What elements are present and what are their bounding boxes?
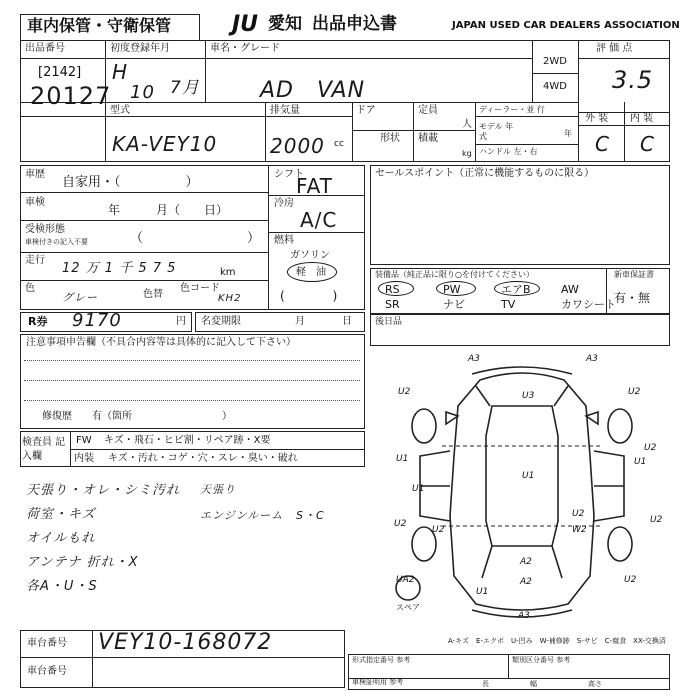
note-line: 天張り・オレ・シミ汚れ (26, 483, 181, 498)
airb-circle (494, 281, 540, 296)
4wd-label: 4WD (543, 81, 567, 92)
mark-a3-right: A3 (586, 354, 598, 364)
person-label: 人 (462, 119, 472, 130)
model-label: 型式 (110, 105, 130, 116)
interior-label: 内 装 (630, 113, 654, 124)
mark-u2-br: U2 (650, 515, 663, 525)
recycle-value: 9170 (72, 310, 122, 331)
damage-diagram (372, 346, 670, 626)
damage-legend: A-キズ E-エクボ U-凹み W-補修跡 S-サビ C-腐食 XX-交換済 (448, 637, 666, 645)
mark-u1-rear: U1 (476, 587, 489, 597)
score-label: 評 価 点 (596, 43, 633, 54)
car-name-value: AD VAN (260, 78, 366, 103)
capacity-label: 定員 (418, 105, 438, 116)
diesel-label: 軽 油 (296, 267, 326, 278)
aircon-label: 冷房 (274, 198, 294, 209)
mark-u2-l2: U2 (432, 525, 445, 535)
mark-u2-r2: U2 (572, 509, 585, 519)
equipment-item: TV (501, 298, 516, 311)
lot-number-label: 出品番号 (25, 43, 65, 54)
fw-label: FW (76, 435, 92, 446)
mark-a3-left: A3 (468, 354, 480, 364)
later-install-box (370, 314, 670, 346)
notes-label: 注意事項申告欄（不具合内容等は具体的に記入して下さい） (26, 337, 296, 348)
inspection-label: 車検 (25, 197, 45, 208)
exterior-label: 外 装 (585, 113, 609, 124)
equipment-item: カワシート (561, 298, 616, 311)
model-value: KA-VEY10 (112, 132, 218, 156)
chassis-label: 車台番号 (27, 638, 67, 649)
diesel-circle (287, 262, 337, 282)
shape-label: 形状 (380, 133, 400, 144)
mark-u2-tr: U2 (628, 387, 641, 397)
ext-grade: C (595, 132, 610, 156)
handle-label: ハンドル 左・右 (479, 147, 538, 156)
mark-u1-r: U1 (634, 457, 647, 467)
spare-label: スペア (396, 603, 420, 612)
mark-u2-tl: U2 (398, 387, 411, 397)
mark-w2: W2 (572, 525, 587, 535)
warranty-value: 有・無 (614, 291, 651, 305)
receipt-paren: （ ） (130, 231, 261, 246)
mark-u1-c: U1 (522, 471, 535, 481)
equipment-label: 装備品（純正品に限り○を付けてください） (375, 270, 534, 279)
displacement-value: 2000 (270, 134, 325, 158)
mark-u2-bl: U2 (394, 519, 407, 529)
load-label: 積載 (418, 133, 438, 144)
vehicle-cert-label: 車検証明用 参考 (352, 678, 404, 686)
mark-u2-rear: U2 (624, 575, 637, 585)
kg-label: kg (462, 149, 472, 158)
repair-history-label: 修復歴 有（箇所 ） (42, 411, 232, 422)
receipt-note: 車検付きの記入不要 (25, 238, 88, 246)
form-title: 出品申込書 (312, 14, 397, 34)
interior-items: キズ・汚れ・コゲ・穴・スレ・臭い・破れ (108, 453, 298, 464)
mark-a3-rear: A3 (518, 611, 530, 621)
km-label: km (220, 267, 236, 278)
month-label: 月 (295, 316, 305, 327)
rs-circle (378, 281, 414, 296)
note-line: アンテナ 折れ・X (26, 555, 139, 570)
mark-u1-l: U1 (396, 454, 409, 464)
note-right-line: S・C (296, 509, 325, 522)
doors-label: ドア (356, 105, 376, 116)
note-line: 各A・U・S (26, 579, 98, 594)
shift-value: FAT (296, 174, 334, 198)
inspection-value: 年 月（ 日） (108, 203, 229, 217)
fuel-label: 燃料 (274, 235, 294, 246)
fuel-paren: ( ) (280, 289, 338, 303)
lot-number-value: 20127 (30, 82, 112, 110)
day-label: 日 (342, 316, 352, 327)
mileage-label: 走行 (25, 255, 45, 266)
note-right-line: エンジンルーム (200, 509, 284, 522)
interior-row-label: 内装 (74, 453, 94, 464)
width-label: 幅 (530, 680, 537, 688)
color-label: 色 (25, 283, 35, 294)
car-name-label: 車名・グレード (210, 43, 280, 54)
pw-circle (436, 281, 476, 296)
fw-items: キズ・飛石・ヒビ割・リペア跡・X要 (104, 435, 271, 446)
mark-a2-2: A2 (520, 577, 532, 587)
first-reg-label: 初度登録年月 (110, 43, 170, 54)
2wd-label: 2WD (543, 56, 567, 67)
car-outline (372, 346, 670, 626)
recycle-label: R券 (28, 315, 48, 328)
length-label: 長 (482, 680, 489, 688)
lot-code: [2142] (38, 65, 82, 80)
sales-point-label: セールスポイント（正常に機能するものに限る） (375, 168, 595, 179)
model-year-label: モデル 年式 (479, 122, 514, 141)
cc-unit: cc (334, 139, 344, 149)
displacement-label: 排気量 (270, 105, 300, 116)
dealer-label: ディーラー・並 行 (479, 105, 545, 114)
ju-logo: JU (232, 12, 259, 37)
mark-ua2: UA2 (396, 575, 415, 585)
year-value: 10 (130, 82, 155, 103)
mark-u3: U3 (522, 391, 535, 401)
year-label: 年 (564, 129, 572, 138)
mark-u2-r3: U2 (644, 443, 657, 453)
inspector-label: 検査員 記入欄 (22, 437, 66, 462)
association-name: JAPAN USED CAR DEALERS ASSOCIATION (452, 20, 680, 31)
category-label: 類別区分番号 参考 (512, 656, 571, 664)
name-change-label: 名変期限 (201, 316, 241, 327)
era-value: H (112, 60, 129, 84)
mark-a2-1: A2 (520, 557, 532, 567)
type-cert-label: 形式指定番号 参考 (352, 656, 411, 664)
mileage-value: 12 万 1 千 5 7 5 (62, 261, 177, 276)
int-grade: C (640, 132, 655, 156)
gasoline-label: ガソリン (290, 250, 330, 261)
color-code-value: KH2 (218, 293, 242, 304)
equipment-item: AW (561, 283, 579, 296)
aircon-value: A/C (300, 208, 338, 232)
note-line: 荷室・キズ (26, 507, 96, 522)
color-change-label: 色替 (143, 289, 163, 300)
month-value: 7月 (170, 78, 200, 98)
height-label: 高さ (588, 680, 602, 688)
color-value: グレー (62, 291, 98, 304)
branch-name: 愛知 (268, 14, 302, 34)
note-line: オイルもれ (26, 531, 96, 546)
equipment-item: RS (385, 283, 400, 296)
equipment-item: PW (443, 283, 461, 296)
note-right-line: 天張り (200, 483, 236, 496)
shift-label: シフト (274, 169, 304, 180)
usage-label: 車歴 (25, 169, 45, 180)
chassis-value: VEY10-168072 (98, 630, 273, 655)
equipment-item: ナビ (443, 298, 465, 311)
color-code-label: 色コード (180, 283, 220, 294)
receipt-label: 受検形態 (25, 224, 65, 235)
equipment-item: エアB (501, 283, 531, 296)
score-value: 3.5 (612, 66, 654, 94)
equipment-item: SR (385, 298, 400, 311)
new-warranty-label: 新車保証書 (614, 270, 654, 279)
yen-label: 円 (176, 316, 186, 327)
later-install-label: 後日品 (375, 317, 403, 327)
chassis-label-2: 車台番号 (27, 666, 67, 677)
sales-point-box (370, 165, 670, 265)
usage-value: 自家用・（ ） (62, 175, 199, 190)
storage-label: 車内保管・守衛保管 (27, 16, 172, 35)
mark-u1-door: U1 (412, 484, 425, 494)
